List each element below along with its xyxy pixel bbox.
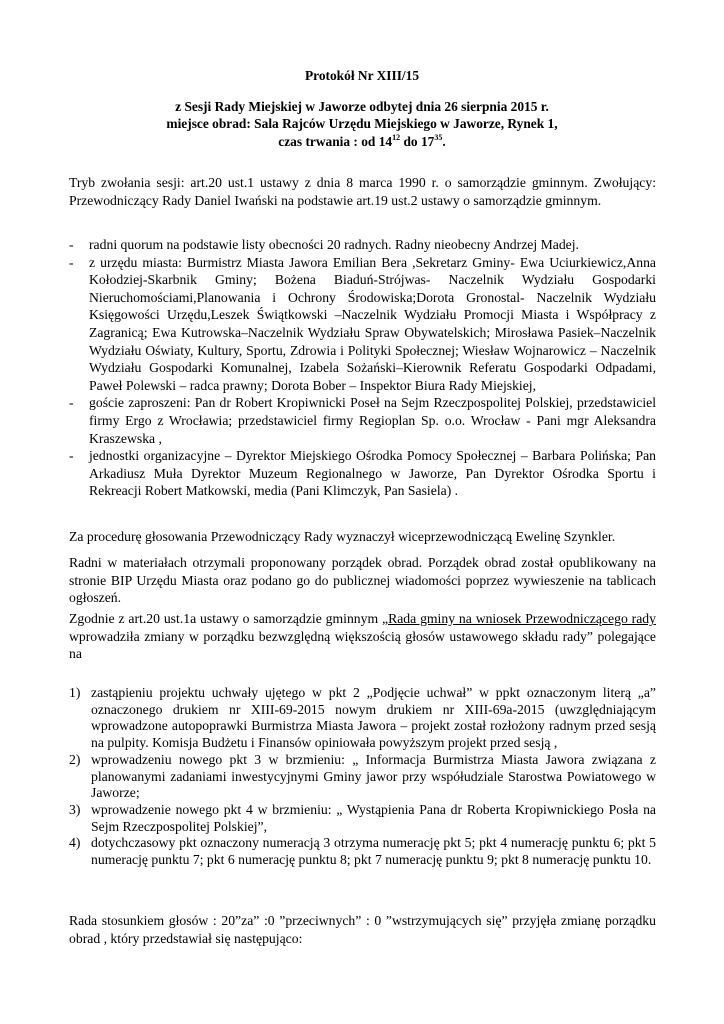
list-marker: - xyxy=(69,237,74,252)
list-item-text: zastąpieniu projektu uchwały ujętego w pkt 2 „Podjęcie uchwał” w ppkt oznaczonym literą „a” oznaczonego drukiem nr XIII-69-2015 nowym drukiem nr XIII-69a-2015 (uwzględniającym wprowadzone autopoprawki Burmistrza Miasta Jawora – projekt został rozłożony radnym przed sesją na pulpity. Komisja Budżetu i Finansów opiniowała powyższym projekt przed sesją , xyxy=(91,685,656,751)
protocol-title: Protokół Nr XIII/15 xyxy=(304,68,420,83)
intro-paragraph: Tryb zwołania sesji: art.20 ust.1 ustawy z dnia 8 marca 1990 r. o samorządzie gminnym. Zwołujący: Przewodniczący Rady Daniel Iwański na podstawie art.19 ust.2 ustawy o samorządzie gminnym. xyxy=(69,175,656,208)
duration-suffix: . xyxy=(442,134,446,149)
procedure-paragraph: Za procedurę głosowania Przewodniczący Rady wyznaczył wiceprzewodniczącą Ewelinę Szynkler. xyxy=(69,529,616,544)
list-marker: 4) xyxy=(69,835,81,851)
venue-line: miejsce obrad: Sala Rajców Urzędu Miejskiego w Jaworze, Rynek 1, xyxy=(166,116,558,131)
changes-list xyxy=(69,685,656,869)
changes-intro-paragraph xyxy=(69,610,656,663)
list-item xyxy=(69,254,656,395)
list-item xyxy=(69,394,656,447)
list-item xyxy=(69,447,656,500)
list-item-text: wprowadzenie nowego pkt 4 w brzmieniu: „ Wystąpienia Pana dr Roberta Kropiwnickiego Posła na Sejm Rzeczpospolitej Polskiej”, xyxy=(91,801,656,834)
vote-paragraph: Rada stosunkiem głosów : 20”za” :0 ”przeciwnych” : 0 ”wstrzymujących się” przyjęła zmianę porządku obrad , który przedstawiał się następująco: xyxy=(69,913,656,946)
list-marker: 1) xyxy=(69,685,81,700)
list-item-text: wprowadzeniu nowego pkt 3 w brzmieniu: „ Informacja Burmistrza Miasta Jawora związana z planowanymi zadaniami inwestycyjnymi Gminy jawor przy współudziale Starostwa Powiatowego w Jaworze; xyxy=(91,751,656,801)
duration-line xyxy=(0,133,724,150)
list-item xyxy=(69,835,656,868)
list-item-text: goście zaproszeni: Pan dr Robert Kropiwnicki Poseł na Sejm Rzeczpospolitej Polskiej, przedstawiciel firmy Ergo z Wrocławia; przedstawiciel firmy Regioplan Sp. o.o. Wrocław - Pani mgr Aleksandra Kraszewska , xyxy=(89,395,656,446)
agenda-paragraph: Radni w materiałach otrzymali proponowany porządek obrad. Porządek obrad został opublikowany na stronie BIP Urzędu Miasta oraz podano go do publicznej wiadomości poprzez wywieszenie na tablicach ogłoszeń. xyxy=(69,555,656,606)
duration-prefix: czas trwania : od 14 xyxy=(278,134,393,149)
list-marker: 3) xyxy=(69,801,81,817)
list-item xyxy=(69,236,656,254)
list-item-text: jednostki organizacyjne – Dyrektor Miejskiego Ośrodka Pomocy Społecznej – Barbara Polińska; Pan Arkadiusz Muła Dyrektor Muzeum Regionalnego w Jaworze, Pan Dyrektor Ośrodka Sportu i Rekreacji Robert Matkowski, media (Pani Klimczyk, Pan Sasiela) . xyxy=(89,448,656,499)
list-marker: - xyxy=(69,395,74,411)
start-minutes: 12 xyxy=(392,133,401,142)
changes-intro-after: wprowadziła zmiany w porządku bezwzględną większością głosów ustawowego składu rady” polegające na xyxy=(69,628,656,662)
list-item-text: radni quorum na podstawie listy obecności 20 radnych. Radny nieobecny Andrzej Madej. xyxy=(89,237,579,252)
list-marker: 2) xyxy=(69,751,81,767)
list-item-text: z urzędu miasta: Burmistrz Miasta Jawora Emilian Bera ,Sekretarz Gminy- Ewa Uciurkiewicz,Anna Kołodziej-Skarbnik Gminy; Bożena Biaduń-Strójwas- Naczelnik Wydziału Gospodarki Nieruchomościami,Planowania i Ochrony Środowiska;Dorota Gronostal- Naczelnik Wydziału Księgowości Urzędu,Leszek Świątkowski –Naczelnik Wydziału Promocji Miasta i Współpracy z Zagranicą; Ewa Kutrowska–Naczelnik Wydziału Spraw Obywatelskich; Mirosława Pasiek–Naczelnik Wydziału Oświaty, Kultury, Sportu, Zdrowia i Polityki Społecznej; Wiesław Wojnarowicz – Naczelnik Wydziału Gospodarki Komunalnej, Izabela Sożański–Kierownik Referatu Gospodarki Odpadami, Paweł Polewski – radca prawny; Dorota Bober – Inspektor Biura Rady Miejskiej, xyxy=(89,254,656,393)
end-minutes: 35 xyxy=(434,133,443,142)
list-item-text: dotychczasowy pkt oznaczony numeracją 3 otrzyma numerację pkt 5; pkt 4 numerację punktu 6; pkt 5 numerację punktu 7; pkt 6 numerację punktu 8; pkt 7 numerację punktu 9; pkt 8 numerację punktu 10. xyxy=(91,835,656,868)
changes-intro-before: Zgodnie z art.20 ust.1a ustawy o samorządzie gminnym xyxy=(69,611,382,626)
list-marker: - xyxy=(69,254,74,270)
changes-intro-underlined: „Rada gminy na wniosek Przewodniczącego rady xyxy=(382,611,656,626)
list-marker: - xyxy=(69,448,74,464)
session-line: z Sesji Rady Miejskiej w Jaworze odbytej dnia 26 sierpnia 2015 r. xyxy=(175,99,549,114)
list-item xyxy=(69,752,656,802)
attendance-list xyxy=(69,236,656,500)
list-item xyxy=(69,802,656,835)
duration-mid: do 17 xyxy=(400,134,435,149)
list-item xyxy=(69,685,656,752)
